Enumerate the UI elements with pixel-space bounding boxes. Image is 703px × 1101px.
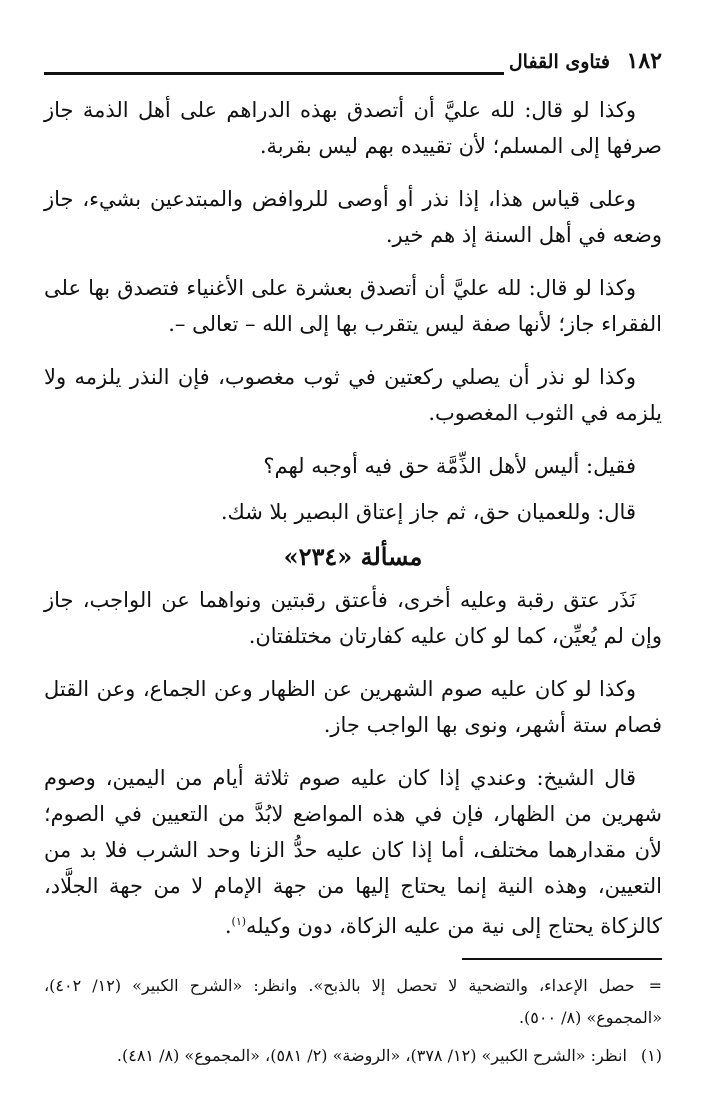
paragraph: وكذا لو قال: لله عليَّ أن أتصدق بهذه الدراهم على أهل الذمة جاز صرفها إلى المسلم؛ لأن تقييده بهم ليس بقربة. — [44, 98, 662, 158]
footnote-text: حصل الإعداء، والتضحية لا تحصل إلا بالذبح». وانظر: «الشرح الكبير» (١٢/ ٤٠٢)، «المجموع» (٨/ ٥٠٠). — [44, 976, 662, 1027]
page-header — [44, 46, 662, 80]
footnote-marker: (١) — [640, 1046, 662, 1065]
footnote-reference[interactable]: (١) — [231, 915, 247, 928]
issue-heading: مسألة «٢٣٤» — [283, 542, 423, 571]
footnote-marker: = — [648, 976, 663, 995]
footnote-rule — [462, 958, 662, 960]
header-rule — [44, 72, 504, 75]
paragraph-end: . — [224, 914, 232, 938]
paragraph-last — [44, 760, 662, 944]
paragraph: وكذا لو نذر أن يصلي ركعتين في ثوب مغصوب، فإن النذر يلزمه ولا يلزمه في الثوب المغصوب. — [44, 365, 662, 425]
paragraph: نَذَر عتق رقبة وعليه أخرى، فأعتق رقبتين ونواهما عن الواجب، جاز وإن لم يُعيِّن، كما لو كان عليه كفارتان مختلفتان. — [44, 588, 662, 648]
running-title: فتاوى القفال — [508, 51, 610, 73]
footnote — [44, 970, 662, 1034]
footnotes — [44, 970, 662, 1078]
paragraph: وعلى قياس هذا، إذا نذر أو أوصى للروافض والمبتدعين بشيء، جاز وضعه في أهل السنة إذ هم خير. — [44, 187, 662, 247]
paragraph: فقيل: أليس لأهل الذِّمَّة حق فيه أوجبه لهم؟ — [263, 454, 636, 478]
book-page — [44, 0, 662, 1101]
page-number: ١٨٢ — [626, 48, 662, 74]
paragraph: وكذا لو كان عليه صوم الشهرين عن الظهار وعن الجماع، وعن القتل فصام ستة أشهر، ونوى بها الواجب جاز. — [44, 677, 662, 737]
paragraph: وكذا لو قال: لله عليَّ أن أتصدق بعشرة على الأغنياء فتصدق بها على الفقراء جاز؛ لأنها صفة ليس يتقرب بها إلى الله – تعالى –. — [44, 276, 662, 336]
footnote-text: انظر: «الشرح الكبير» (١٢/ ٣٧٨)، «الروضة» (٢/ ٥٨١)، «المجموع» (٨/ ٤٨١). — [116, 1046, 627, 1065]
paragraph: قال: وللعميان حق، ثم جاز إعتاق البصير بلا شك. — [220, 500, 636, 524]
footnote — [44, 1040, 662, 1072]
body-text — [44, 92, 662, 961]
paragraph-text: قال الشيخ: وعندي إذا كان عليه صوم ثلاثة أيام من اليمين، وصوم شهرين من الظهار، فإن في هذه المواضع لابُدَّ من التعيين في الصوم؛ لأن مقدارهما مختلف، أما إذا كان عليه حدُّ الزنا وحد الشرب فلا بد من التعيين، وهذه النية إنما يحتاج إليها من جهة الإمام لا من جهة الجلَّاد، كالزكاة يحتاج إلى نية من عليه الزكاة، دون وكيله — [44, 766, 663, 938]
